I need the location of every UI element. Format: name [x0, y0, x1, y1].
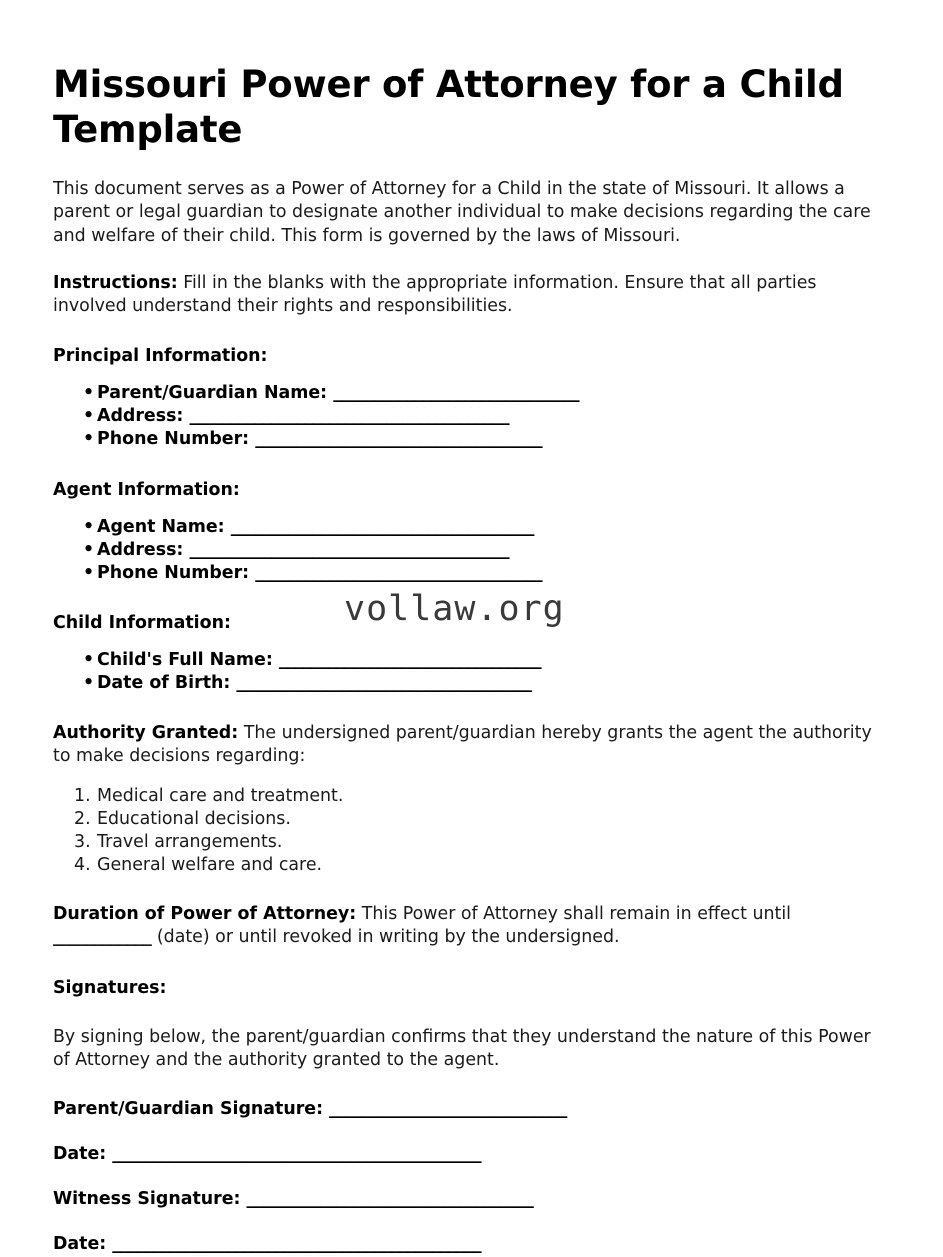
list-item: General welfare and care. [97, 855, 323, 876]
signatures-heading: Signatures: [53, 977, 167, 998]
field-blank[interactable]: ______________________________ [333, 383, 580, 404]
list-item: Medical care and treatment. [97, 785, 344, 806]
field-label: Address: [97, 539, 184, 560]
signature-blank[interactable]: ___________________________________ [246, 1189, 534, 1210]
list-item [53, 405, 890, 428]
field-blank[interactable]: ___________________________________ [255, 562, 543, 583]
authority-granted-text: The undersigned parent/guardian hereby grants the agent the authority to make decisions regarding: [53, 722, 872, 766]
witness-signature-line [53, 1188, 890, 1211]
list-item [53, 672, 890, 695]
instructions-label: Instructions: [53, 272, 178, 293]
principal-information-heading: Principal Information: [53, 345, 268, 366]
signature-blank[interactable]: _____________________________________________ [112, 1234, 482, 1255]
instructions-text: Fill in the blanks with the appropriate information. Ensure that all parties involved understand their rights and responsibilities. [53, 272, 817, 316]
field-label: Agent Name: [97, 516, 225, 537]
field-blank[interactable]: ___________________________________ [255, 429, 543, 450]
signature-label: Parent/Guardian Signature: [53, 1099, 324, 1120]
signature-statement: By signing below, the parent/guardian confirms that they understand the nature of this Power of Attorney and the authority granted to the agent. [53, 1026, 871, 1070]
list-item: Travel arrangements. [97, 832, 283, 853]
field-blank[interactable]: _______________________________________ [189, 539, 510, 560]
signature-label: Date: [53, 1144, 107, 1165]
field-label: Address: [97, 406, 184, 427]
authority-granted-label: Authority Granted: [53, 722, 239, 743]
authority-granted-paragraph [53, 722, 890, 768]
witness-date-line [53, 1233, 890, 1256]
list-item [53, 562, 890, 585]
list-item [53, 382, 890, 405]
list-item: Educational decisions. [97, 808, 291, 829]
signature-label: Witness Signature: [53, 1189, 241, 1210]
list-item [53, 649, 890, 672]
authority-granted-list [53, 785, 890, 878]
duration-text-after: (date) or until revoked in writing by the undersigned. [151, 927, 620, 948]
list-item [53, 428, 890, 451]
duration-label: Duration of Power of Attorney: [53, 904, 357, 925]
field-blank[interactable]: _______________________________________ [189, 406, 510, 427]
field-blank[interactable]: ________________________________ [278, 650, 542, 671]
signature-blank[interactable]: _____________________________________________ [112, 1144, 482, 1165]
list-item [53, 516, 890, 539]
parent-guardian-date-line [53, 1143, 890, 1166]
field-label: Child's Full Name: [97, 650, 273, 671]
instructions-paragraph [53, 272, 890, 318]
page-title: Missouri Power of Attorney for a Child Template [53, 63, 844, 152]
field-label: Phone Number: [97, 562, 250, 583]
field-label: Parent/Guardian Name: [97, 383, 328, 404]
field-label: Date of Birth: [97, 673, 231, 694]
child-field-list [53, 649, 890, 695]
signature-label: Date: [53, 1234, 107, 1255]
principal-field-list [53, 382, 890, 451]
document-body [53, 62, 890, 1257]
signature-blank[interactable]: _____________________________ [329, 1099, 567, 1120]
field-blank[interactable]: _____________________________________ [230, 516, 534, 537]
agent-field-list [53, 516, 890, 585]
field-label: Phone Number: [97, 429, 250, 450]
field-blank[interactable]: ____________________________________ [236, 673, 532, 694]
duration-text-before: This Power of Attorney shall remain in effect until [356, 904, 792, 925]
intro-paragraph: This document serves as a Power of Attorney for a Child in the state of Missouri. It allows a parent or legal guardian to designate another individual to make decisions regarding the care and welfare of their child. This form is governed by the laws of Missouri. [53, 179, 871, 246]
site-watermark: vollaw.org [344, 589, 565, 629]
list-item [53, 539, 890, 562]
duration-date-blank[interactable]: ____________ [53, 927, 152, 948]
duration-paragraph [53, 903, 890, 949]
agent-information-heading: Agent Information: [53, 479, 240, 500]
child-information-heading: Child Information: [53, 613, 231, 634]
parent-guardian-signature-line [53, 1098, 890, 1121]
